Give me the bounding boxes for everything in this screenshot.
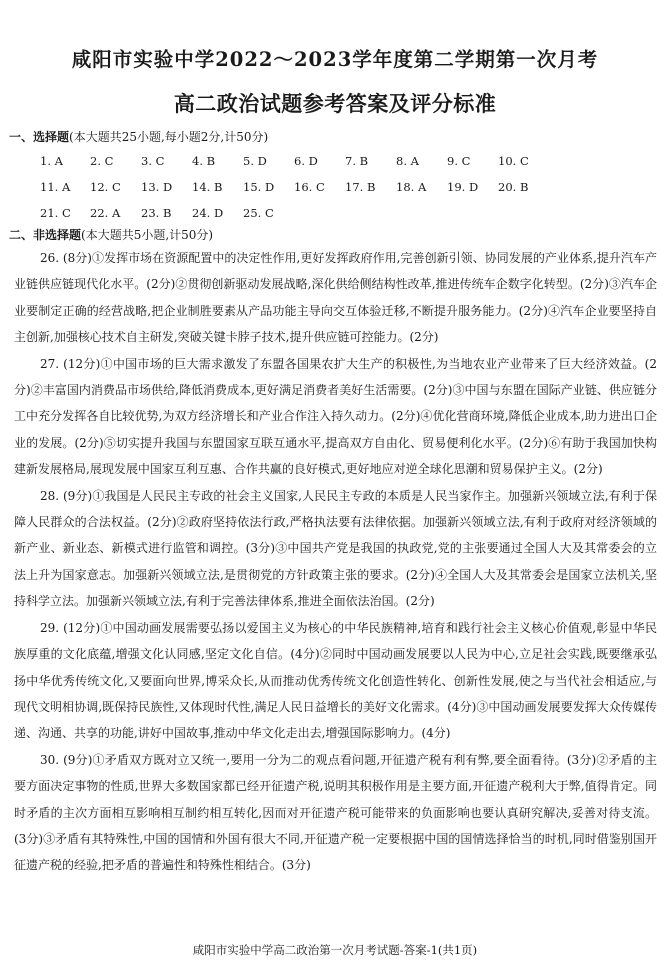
answer-row: [40, 150, 640, 176]
question-answer-27: 27. (12分)①中国市场的巨大需求激发了东盟各国果农扩大生产的积极性,为当地农业产业带来了巨大经济效益。(2分)②丰富国内消费品市场供给,降低消费成本,更好满足消费者美好生活需要。(2分)③中国与东盟在国际产业链、供应链分工中充分发挥各自比较优势,为双方经济增长和产业合作注入持久动力。(2分)④优化营商环境,降低企业成本,助力进出口企业的发展。(2分)⑤切实提升我国与东盟国家互联互通水平,提高双方自由化、贸易便利化水平。(2分)⑥有助于我国加快构建新发展格局,展现发展中国家互利互惠、合作共赢的良好模式,更好地应对逆全球化思潮和贸易保护主义。(2分): [14, 356, 657, 477]
answer-item: 23. B: [141, 206, 172, 220]
section2-heading: [9, 226, 213, 243]
section1-note: (本大题共25小题,每小题2分,计50分): [69, 130, 269, 144]
answer-item: 13. D: [141, 180, 173, 194]
section1-label: 一、选择题: [9, 130, 70, 144]
answer-row: [40, 202, 640, 228]
answer-item: 4. B: [192, 154, 216, 168]
question-answer-28: 28. (9分)①我国是人民民主专政的社会主义国家,人民民主专政的本质是人民当家作主。加强新兴领域立法,有利于保障人民群众的合法权益。(2分)②政府坚持依法行政,严格执法要有法律依据。加强新兴领域立法,有利于政府对经济领域的新产业、新业态、新模式进行监管和调控。(3分)③中国共产党是我国的执政党,党的主张要通过全国人大及其常委会的立法上升为国家意志。加强新兴领域立法,是贯彻党的方针政策主张的要求。(2分)④全国人大及其常委会是国家立法机关,坚持科学立法。加强新兴领域立法,有利于完善法律体系,推进全面依法治国。(2分): [14, 488, 657, 609]
answer-item: 7. B: [345, 154, 369, 168]
section2-label: 二、非选择题: [9, 228, 82, 242]
essay-answers: [14, 245, 657, 879]
answer-item: 3. C: [141, 154, 165, 168]
answer-item: 24. D: [192, 206, 224, 220]
answer-item: 10. C: [498, 154, 529, 168]
answer-item: 15. D: [243, 180, 275, 194]
question-answer-29: 29. (12分)①中国动画发展需要弘扬以爱国主义为核心的中华民族精神,培育和践行社会主义核心价值观,彰显中华民族厚重的文化底蕴,增强文化认同感,坚定文化自信。(4分)②同时中国动画发展要以人民为中心,立足社会实践,既要继承弘扬中华优秀传统文化,又要面向世界,博采众长,从而推动优秀传统文化创造性转化、创新性发展,使之与当代社会相适应,与现代文明相协调,既保持民族性,又体现时代性,满足人民日益增长的美好文化需求。(4分)③中国动画发展要发挥大众传媒传递、沟通、共享的功能,讲好中国故事,推动中华文化走出去,增强国际影响力。(4分): [14, 620, 657, 741]
answer-item: 14. B: [192, 180, 223, 194]
question-answer-30: 30. (9分)①矛盾双方既对立又统一,要用一分为二的观点看问题,开征遗产税有利有弊,要全面看待。(3分)②矛盾的主要方面决定事物的性质,世界大多数国家都已经开征遗产税,说明其积极作用是主要方面,开征遗产税利大于弊,值得肯定。同时矛盾的主次方面相互影响相互制约相互转化,因而对开征遗产税可能带来的负面影响也要认真研究解决,妥善对待支流。(3分)③矛盾有其特殊性,中国的国情和外国有很大不同,开征遗产税一定要根据中国的国情选择恰当的时机,同时借鉴别国开征遗产税的经验,把矛盾的普遍性和特殊性相结合。(3分): [14, 752, 657, 873]
answer-item: 20. B: [498, 180, 529, 194]
multiple-choice-answers: [40, 150, 640, 228]
answer-item: 1. A: [40, 154, 63, 168]
answer-item: 17. B: [345, 180, 376, 194]
answer-item: 12. C: [90, 180, 121, 194]
question-answer-26: 26. (8分)①发挥市场在资源配置中的决定性作用,更好发挥政府作用,完善创新引领、协同发展的产业体系,提升汽车产业链供应链现代化水平。(2分)②贯彻创新驱动发展战略,深化供给侧结构性改革,推进传统车企数字化转型。(2分)③汽车企业要制定正确的经营战略,把企业制胜要素从产品功能主导向交互体验迁移,不断提升服务能力。(2分)④汽车企业要坚持自主创新,加强核心技术自主研发,突破关键卡脖子技术,提升供应链可控能力。(2分): [14, 251, 657, 345]
page-footer: 咸阳市实验中学高二政治第一次月考试题-答案-1(共1页): [192, 943, 478, 957]
answer-row: [40, 176, 640, 202]
answer-item: 16. C: [294, 180, 325, 194]
answer-item: 5. D: [243, 154, 267, 168]
answer-item: 11. A: [40, 180, 71, 194]
section1-heading: [9, 128, 268, 145]
answer-item: 18. A: [396, 180, 427, 194]
answer-item: 9. C: [447, 154, 471, 168]
answer-item: 25. C: [243, 206, 274, 220]
answer-item: 2. C: [90, 154, 114, 168]
exam-title: 咸阳市实验中学2022～2023学年度第二学期第一次月考: [71, 48, 599, 71]
answer-item: 6. D: [294, 154, 318, 168]
section2-note: (本大题共5小题,计50分): [81, 228, 214, 242]
answer-item: 22. A: [90, 206, 121, 220]
document-subtitle: 高二政治试题参考答案及评分标准: [173, 92, 497, 116]
answer-item: 8. A: [396, 154, 419, 168]
answer-item: 21. C: [40, 206, 71, 220]
answer-item: 19. D: [447, 180, 479, 194]
